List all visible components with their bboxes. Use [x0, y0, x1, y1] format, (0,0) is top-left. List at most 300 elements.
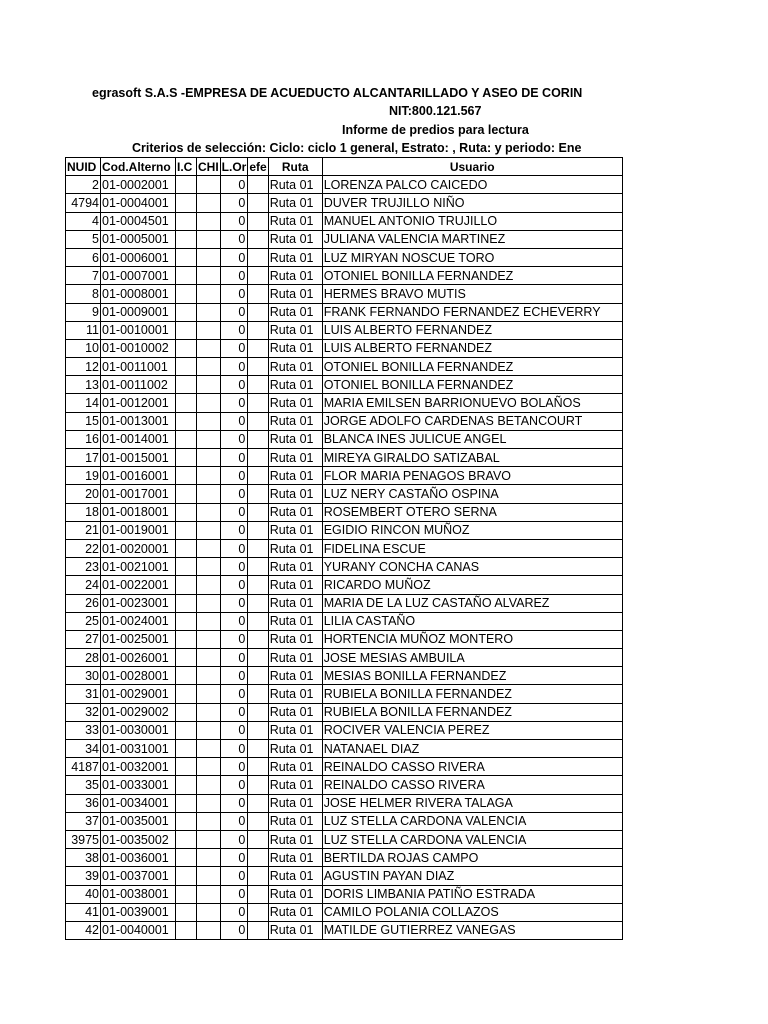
cell-usuario: MARIA DE LA LUZ CASTAÑO ALVAREZ: [322, 594, 622, 612]
cell-cod-alterno: 01-0035002: [101, 830, 176, 848]
cell-efe: [248, 376, 268, 394]
cell-ic: [176, 903, 197, 921]
cell-chi: [197, 576, 221, 594]
cell-efe: [248, 485, 268, 503]
cell-chi: [197, 376, 221, 394]
cell-usuario: LUZ NERY CASTAÑO OSPINA: [322, 485, 622, 503]
cell-ic: [176, 740, 197, 758]
cell-lor: 0: [220, 212, 248, 230]
cell-ruta: Ruta 01: [268, 248, 322, 266]
cell-lor: 0: [220, 194, 248, 212]
cell-nuid: 5: [66, 230, 101, 248]
cell-nuid: 4187: [66, 758, 101, 776]
table-row: [66, 503, 623, 521]
cell-usuario: JOSE MESIAS AMBUILA: [322, 649, 622, 667]
cell-efe: [248, 812, 268, 830]
table-row: [66, 267, 623, 285]
cell-chi: [197, 703, 221, 721]
cell-chi: [197, 885, 221, 903]
cell-lor: 0: [220, 285, 248, 303]
cell-usuario: RUBIELA BONILLA FERNANDEZ: [322, 685, 622, 703]
cell-usuario: RUBIELA BONILLA FERNANDEZ: [322, 703, 622, 721]
cell-ic: [176, 776, 197, 794]
cell-chi: [197, 230, 221, 248]
cell-chi: [197, 430, 221, 448]
cell-nuid: 9: [66, 303, 101, 321]
cell-lor: 0: [220, 758, 248, 776]
cell-lor: 0: [220, 740, 248, 758]
cell-ruta: Ruta 01: [268, 721, 322, 739]
cell-nuid: 10: [66, 339, 101, 357]
cell-usuario: ROCIVER VALENCIA PEREZ: [322, 721, 622, 739]
cell-lor: 0: [220, 248, 248, 266]
cell-nuid: 39: [66, 867, 101, 885]
cell-cod-alterno: 01-0006001: [101, 248, 176, 266]
col-header-ic: I.C: [176, 158, 197, 176]
cell-cod-alterno: 01-0037001: [101, 867, 176, 885]
cell-ic: [176, 358, 197, 376]
cell-chi: [197, 594, 221, 612]
cell-efe: [248, 758, 268, 776]
cell-ruta: Ruta 01: [268, 758, 322, 776]
cell-lor: 0: [220, 703, 248, 721]
cell-ruta: Ruta 01: [268, 830, 322, 848]
cell-ruta: Ruta 01: [268, 521, 322, 539]
cell-efe: [248, 267, 268, 285]
cell-ic: [176, 503, 197, 521]
cell-efe: [248, 212, 268, 230]
cell-usuario: JULIANA VALENCIA MARTINEZ: [322, 230, 622, 248]
cell-nuid: 18: [66, 503, 101, 521]
table-row: [66, 885, 623, 903]
cell-usuario: EGIDIO RINCON MUÑOZ: [322, 521, 622, 539]
selection-criteria: Criterios de selección: Ciclo: ciclo 1 general, Estrato: , Ruta: y periodo: Ene: [132, 141, 582, 155]
cell-lor: 0: [220, 321, 248, 339]
table-row: [66, 867, 623, 885]
col-header-lor: L.Or: [220, 158, 248, 176]
table-row: [66, 703, 623, 721]
cell-lor: 0: [220, 485, 248, 503]
cell-nuid: 40: [66, 885, 101, 903]
cell-usuario: MESIAS BONILLA FERNANDEZ: [322, 667, 622, 685]
cell-chi: [197, 740, 221, 758]
table-row: [66, 667, 623, 685]
table-row: [66, 630, 623, 648]
cell-lor: 0: [220, 649, 248, 667]
cell-chi: [197, 321, 221, 339]
cell-efe: [248, 558, 268, 576]
cell-nuid: 2: [66, 176, 101, 194]
cell-chi: [197, 248, 221, 266]
cell-usuario: JORGE ADOLFO CARDENAS BETANCOURT: [322, 412, 622, 430]
cell-nuid: 8: [66, 285, 101, 303]
cell-usuario: BERTILDA ROJAS CAMPO: [322, 849, 622, 867]
cell-chi: [197, 630, 221, 648]
cell-ic: [176, 230, 197, 248]
cell-ruta: Ruta 01: [268, 740, 322, 758]
cell-ic: [176, 485, 197, 503]
cell-cod-alterno: 01-0038001: [101, 885, 176, 903]
cell-ruta: Ruta 01: [268, 321, 322, 339]
cell-lor: 0: [220, 867, 248, 885]
cell-usuario: LILIA CASTAÑO: [322, 612, 622, 630]
cell-efe: [248, 903, 268, 921]
cell-nuid: 20: [66, 485, 101, 503]
cell-ic: [176, 812, 197, 830]
cell-ic: [176, 794, 197, 812]
cell-usuario: MANUEL ANTONIO TRUJILLO: [322, 212, 622, 230]
cell-cod-alterno: 01-0039001: [101, 903, 176, 921]
cell-ic: [176, 867, 197, 885]
table-row: [66, 248, 623, 266]
cell-ruta: Ruta 01: [268, 230, 322, 248]
table-row: [66, 776, 623, 794]
cell-usuario: OTONIEL BONILLA FERNANDEZ: [322, 376, 622, 394]
cell-usuario: LUZ STELLA CARDONA VALENCIA: [322, 830, 622, 848]
table-row: [66, 921, 623, 939]
cell-nuid: 38: [66, 849, 101, 867]
cell-cod-alterno: 01-0008001: [101, 285, 176, 303]
cell-cod-alterno: 01-0025001: [101, 630, 176, 648]
cell-ruta: Ruta 01: [268, 776, 322, 794]
cell-ruta: Ruta 01: [268, 267, 322, 285]
table-row: [66, 485, 623, 503]
cell-nuid: 34: [66, 740, 101, 758]
cell-nuid: 31: [66, 685, 101, 703]
cell-cod-alterno: 01-0014001: [101, 430, 176, 448]
cell-ic: [176, 194, 197, 212]
cell-efe: [248, 685, 268, 703]
cell-efe: [248, 303, 268, 321]
cell-usuario: MARIA EMILSEN BARRIONUEVO BOLAÑOS: [322, 394, 622, 412]
cell-lor: 0: [220, 539, 248, 557]
cell-usuario: YURANY CONCHA CANAS: [322, 558, 622, 576]
cell-lor: 0: [220, 812, 248, 830]
cell-efe: [248, 849, 268, 867]
cell-nuid: 27: [66, 630, 101, 648]
cell-cod-alterno: 01-0013001: [101, 412, 176, 430]
cell-ruta: Ruta 01: [268, 558, 322, 576]
cell-usuario: MIREYA GIRALDO SATIZABAL: [322, 449, 622, 467]
cell-ic: [176, 449, 197, 467]
table-row: [66, 649, 623, 667]
cell-ic: [176, 594, 197, 612]
cell-ruta: Ruta 01: [268, 376, 322, 394]
table-row: [66, 449, 623, 467]
cell-nuid: 32: [66, 703, 101, 721]
cell-efe: [248, 339, 268, 357]
cell-lor: 0: [220, 176, 248, 194]
cell-ruta: Ruta 01: [268, 576, 322, 594]
col-header-usuario: Usuario: [322, 158, 622, 176]
cell-lor: 0: [220, 794, 248, 812]
table-row: [66, 721, 623, 739]
cell-ruta: Ruta 01: [268, 449, 322, 467]
cell-ruta: Ruta 01: [268, 485, 322, 503]
cell-chi: [197, 194, 221, 212]
cell-cod-alterno: 01-0017001: [101, 485, 176, 503]
cell-chi: [197, 503, 221, 521]
cell-chi: [197, 849, 221, 867]
cell-ic: [176, 630, 197, 648]
cell-cod-alterno: 01-0026001: [101, 649, 176, 667]
cell-ruta: Ruta 01: [268, 394, 322, 412]
cell-efe: [248, 412, 268, 430]
cell-cod-alterno: 01-0023001: [101, 594, 176, 612]
cell-ruta: Ruta 01: [268, 303, 322, 321]
table-row: [66, 358, 623, 376]
cell-lor: 0: [220, 849, 248, 867]
cell-ic: [176, 339, 197, 357]
cell-cod-alterno: 01-0019001: [101, 521, 176, 539]
cell-lor: 0: [220, 467, 248, 485]
cell-chi: [197, 758, 221, 776]
cell-lor: 0: [220, 667, 248, 685]
cell-efe: [248, 248, 268, 266]
col-header-cod-alterno: Cod.Alterno: [101, 158, 176, 176]
cell-chi: [197, 612, 221, 630]
cell-ic: [176, 321, 197, 339]
cell-usuario: LUZ STELLA CARDONA VALENCIA: [322, 812, 622, 830]
cell-ic: [176, 758, 197, 776]
cell-nuid: 37: [66, 812, 101, 830]
cell-efe: [248, 321, 268, 339]
properties-table: [65, 157, 623, 940]
cell-ic: [176, 412, 197, 430]
cell-ruta: Ruta 01: [268, 358, 322, 376]
cell-ruta: Ruta 01: [268, 594, 322, 612]
cell-chi: [197, 212, 221, 230]
table-row: [66, 394, 623, 412]
table-row: [66, 321, 623, 339]
cell-efe: [248, 285, 268, 303]
cell-efe: [248, 449, 268, 467]
cell-efe: [248, 703, 268, 721]
cell-chi: [197, 449, 221, 467]
cell-nuid: 24: [66, 576, 101, 594]
cell-ruta: Ruta 01: [268, 467, 322, 485]
table-row: [66, 430, 623, 448]
cell-cod-alterno: 01-0029002: [101, 703, 176, 721]
cell-nuid: 3975: [66, 830, 101, 848]
cell-usuario: LUIS ALBERTO FERNANDEZ: [322, 321, 622, 339]
cell-usuario: OTONIEL BONILLA FERNANDEZ: [322, 358, 622, 376]
cell-nuid: 14: [66, 394, 101, 412]
cell-cod-alterno: 01-0035001: [101, 812, 176, 830]
cell-ic: [176, 849, 197, 867]
cell-ruta: Ruta 01: [268, 921, 322, 939]
cell-ruta: Ruta 01: [268, 703, 322, 721]
cell-lor: 0: [220, 521, 248, 539]
cell-lor: 0: [220, 576, 248, 594]
cell-chi: [197, 903, 221, 921]
cell-lor: 0: [220, 558, 248, 576]
table-row: [66, 339, 623, 357]
cell-cod-alterno: 01-0002001: [101, 176, 176, 194]
cell-nuid: 36: [66, 794, 101, 812]
table-row: [66, 558, 623, 576]
cell-lor: 0: [220, 630, 248, 648]
cell-cod-alterno: 01-0010002: [101, 339, 176, 357]
cell-lor: 0: [220, 503, 248, 521]
cell-ruta: Ruta 01: [268, 903, 322, 921]
cell-cod-alterno: 01-0024001: [101, 612, 176, 630]
table-row: [66, 212, 623, 230]
cell-ruta: Ruta 01: [268, 867, 322, 885]
table-header-row: [66, 158, 623, 176]
cell-nuid: 30: [66, 667, 101, 685]
cell-chi: [197, 303, 221, 321]
cell-cod-alterno: 01-0018001: [101, 503, 176, 521]
table-row: [66, 758, 623, 776]
table-row: [66, 794, 623, 812]
table-row: [66, 194, 623, 212]
cell-ruta: Ruta 01: [268, 885, 322, 903]
cell-chi: [197, 267, 221, 285]
cell-chi: [197, 794, 221, 812]
cell-ruta: Ruta 01: [268, 212, 322, 230]
cell-usuario: DORIS LIMBANIA PATIÑO ESTRADA: [322, 885, 622, 903]
cell-usuario: RICARDO MUÑOZ: [322, 576, 622, 594]
cell-ic: [176, 576, 197, 594]
cell-cod-alterno: 01-0007001: [101, 267, 176, 285]
cell-chi: [197, 394, 221, 412]
cell-cod-alterno: 01-0005001: [101, 230, 176, 248]
cell-ruta: Ruta 01: [268, 285, 322, 303]
cell-cod-alterno: 01-0022001: [101, 576, 176, 594]
cell-chi: [197, 339, 221, 357]
cell-lor: 0: [220, 921, 248, 939]
cell-lor: 0: [220, 267, 248, 285]
cell-ic: [176, 376, 197, 394]
cell-nuid: 4794: [66, 194, 101, 212]
cell-nuid: 16: [66, 430, 101, 448]
cell-efe: [248, 521, 268, 539]
cell-ruta: Ruta 01: [268, 667, 322, 685]
cell-usuario: HERMES BRAVO MUTIS: [322, 285, 622, 303]
table-row: [66, 576, 623, 594]
cell-cod-alterno: 01-0020001: [101, 539, 176, 557]
cell-nuid: 22: [66, 539, 101, 557]
cell-efe: [248, 740, 268, 758]
cell-lor: 0: [220, 685, 248, 703]
cell-cod-alterno: 01-0030001: [101, 721, 176, 739]
cell-usuario: LUIS ALBERTO FERNANDEZ: [322, 339, 622, 357]
table-row: [66, 176, 623, 194]
cell-chi: [197, 830, 221, 848]
cell-chi: [197, 921, 221, 939]
report-title: Informe de predios para lectura: [342, 123, 529, 137]
cell-usuario: AGUSTIN PAYAN DIAZ: [322, 867, 622, 885]
table-row: [66, 849, 623, 867]
cell-chi: [197, 812, 221, 830]
cell-cod-alterno: 01-0028001: [101, 667, 176, 685]
cell-lor: 0: [220, 376, 248, 394]
cell-cod-alterno: 01-0033001: [101, 776, 176, 794]
cell-cod-alterno: 01-0016001: [101, 467, 176, 485]
table-row: [66, 539, 623, 557]
table-row: [66, 230, 623, 248]
cell-chi: [197, 176, 221, 194]
cell-chi: [197, 485, 221, 503]
cell-usuario: FLOR MARIA PENAGOS BRAVO: [322, 467, 622, 485]
cell-usuario: FRANK FERNANDO FERNANDEZ ECHEVERRY: [322, 303, 622, 321]
cell-ruta: Ruta 01: [268, 539, 322, 557]
cell-ruta: Ruta 01: [268, 412, 322, 430]
cell-nuid: 41: [66, 903, 101, 921]
cell-ruta: Ruta 01: [268, 630, 322, 648]
cell-nuid: 33: [66, 721, 101, 739]
cell-lor: 0: [220, 394, 248, 412]
cell-cod-alterno: 01-0009001: [101, 303, 176, 321]
cell-lor: 0: [220, 449, 248, 467]
cell-efe: [248, 194, 268, 212]
cell-lor: 0: [220, 721, 248, 739]
cell-efe: [248, 394, 268, 412]
cell-lor: 0: [220, 230, 248, 248]
cell-efe: [248, 176, 268, 194]
cell-usuario: CAMILO POLANIA COLLAZOS: [322, 903, 622, 921]
cell-ruta: Ruta 01: [268, 339, 322, 357]
cell-usuario: LORENZA PALCO CAICEDO: [322, 176, 622, 194]
cell-ruta: Ruta 01: [268, 685, 322, 703]
cell-nuid: 19: [66, 467, 101, 485]
cell-cod-alterno: 01-0011002: [101, 376, 176, 394]
cell-nuid: 6: [66, 248, 101, 266]
cell-chi: [197, 649, 221, 667]
cell-cod-alterno: 01-0036001: [101, 849, 176, 867]
cell-ruta: Ruta 01: [268, 849, 322, 867]
cell-ic: [176, 612, 197, 630]
cell-ic: [176, 285, 197, 303]
cell-cod-alterno: 01-0004001: [101, 194, 176, 212]
cell-lor: 0: [220, 903, 248, 921]
cell-usuario: OTONIEL BONILLA FERNANDEZ: [322, 267, 622, 285]
cell-ruta: Ruta 01: [268, 794, 322, 812]
cell-efe: [248, 594, 268, 612]
cell-lor: 0: [220, 776, 248, 794]
cell-chi: [197, 558, 221, 576]
cell-efe: [248, 358, 268, 376]
cell-cod-alterno: 01-0032001: [101, 758, 176, 776]
table-row: [66, 376, 623, 394]
cell-efe: [248, 830, 268, 848]
cell-cod-alterno: 01-0021001: [101, 558, 176, 576]
cell-ic: [176, 885, 197, 903]
table-row: [66, 830, 623, 848]
cell-cod-alterno: 01-0012001: [101, 394, 176, 412]
cell-nuid: 21: [66, 521, 101, 539]
cell-efe: [248, 539, 268, 557]
table-row: [66, 412, 623, 430]
company-title: egrasoft S.A.S -EMPRESA DE ACUEDUCTO ALCANTARILLADO Y ASEO DE CORIN: [92, 86, 583, 100]
cell-ic: [176, 703, 197, 721]
col-header-efe: efe: [248, 158, 268, 176]
col-header-nuid: NUID: [66, 158, 101, 176]
cell-nuid: 26: [66, 594, 101, 612]
cell-lor: 0: [220, 358, 248, 376]
cell-ic: [176, 521, 197, 539]
cell-efe: [248, 721, 268, 739]
cell-chi: [197, 521, 221, 539]
cell-chi: [197, 667, 221, 685]
cell-ic: [176, 176, 197, 194]
col-header-chi: CHI: [197, 158, 221, 176]
cell-usuario: MATILDE GUTIERREZ VANEGAS: [322, 921, 622, 939]
cell-efe: [248, 921, 268, 939]
cell-nuid: 15: [66, 412, 101, 430]
cell-ic: [176, 830, 197, 848]
